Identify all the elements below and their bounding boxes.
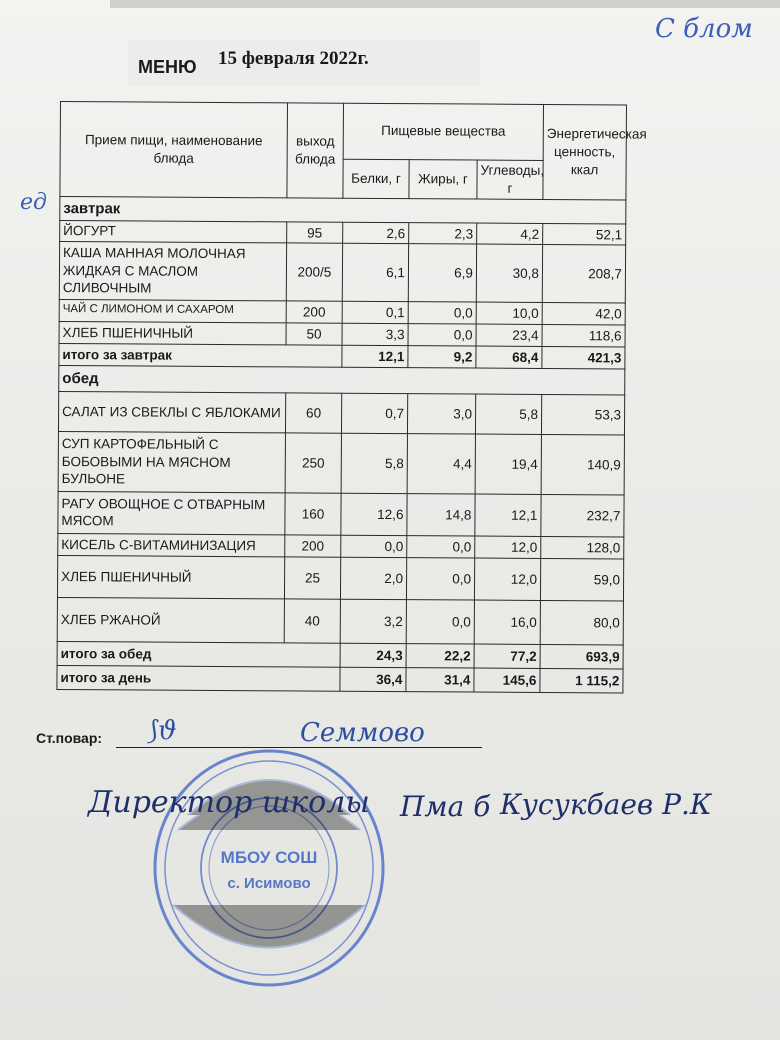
dish-fat: 2,3: [409, 223, 477, 244]
day-total-fat: 31,4: [406, 667, 474, 691]
day-total-protein: 36,4: [340, 667, 406, 691]
dish-yield: 60: [285, 393, 341, 433]
dish-fat: 3,0: [407, 393, 475, 433]
cook-label: Ст.повар:: [36, 730, 103, 746]
table-row-total: [57, 641, 623, 668]
menu-table: [56, 101, 647, 693]
dish-fat: 14,8: [407, 493, 475, 535]
dish-protein: 2,0: [340, 557, 406, 599]
dish-protein: 0,7: [341, 393, 407, 433]
table-row: [58, 431, 624, 494]
dish-protein: 3,2: [340, 599, 406, 643]
dish-yield: 50: [286, 323, 342, 345]
dish-yield: 200/5: [286, 243, 342, 301]
dish-carbs: 12,1: [475, 494, 541, 536]
dish-energy: 80,0: [540, 600, 623, 645]
lunch-total-carbs: 77,2: [474, 644, 540, 668]
breakfast-total-energy: 421,3: [542, 346, 625, 369]
menu-title: МЕНЮ: [138, 57, 197, 77]
dish-yield: 200: [286, 301, 342, 323]
director-name: Кусукбаев Р.К: [500, 788, 712, 821]
header-carbs: Углеводы, г: [477, 160, 543, 200]
dish-name: КАША МАННАЯ МОЛОЧНАЯ ЖИДКАЯ С МАСЛОМ СЛИВОЧНЫМ: [59, 241, 286, 300]
dish-energy: 59,0: [540, 558, 623, 601]
day-total-carbs: 145,6: [474, 668, 540, 692]
dish-name: ХЛЕБ ПШЕНИЧНЫЙ: [57, 555, 284, 598]
dish-name: ХЛЕБ ПШЕНИЧНЫЙ: [59, 321, 286, 344]
dish-name: ЧАЙ С ЛИМОНОМ И САХАРОМ: [59, 299, 286, 322]
dish-carbs: 4,2: [477, 223, 543, 244]
breakfast-total-fat: 9,2: [408, 345, 476, 367]
dish-energy: 140,9: [541, 434, 624, 495]
breakfast-total-protein: 12,1: [342, 345, 408, 367]
header-nutrients: Пищевые вещества: [343, 103, 543, 160]
dish-fat: 0,0: [407, 535, 475, 557]
dish-carbs: 19,4: [475, 434, 541, 494]
dish-fat: 6,9: [408, 243, 476, 301]
table-row: [58, 491, 624, 536]
dish-fat: 4,4: [407, 433, 475, 493]
dish-name: ЙОГУРТ: [60, 221, 287, 243]
dish-protein: 5,8: [341, 433, 407, 493]
dish-protein: 6,1: [342, 243, 408, 301]
dish-energy: 53,3: [541, 394, 624, 435]
dish-energy: 128,0: [541, 536, 624, 559]
table-row: [59, 241, 625, 302]
dish-energy: 232,7: [541, 494, 624, 537]
school-stamp: [148, 745, 390, 991]
dish-carbs: 10,0: [476, 302, 542, 324]
section-lunch: обед: [59, 365, 625, 394]
dish-energy: 42,0: [542, 302, 625, 325]
dish-name: ХЛЕБ РЖАНОЙ: [57, 597, 284, 642]
dish-carbs: 5,8: [475, 394, 541, 434]
dish-yield: 250: [285, 433, 341, 493]
dish-protein: 3,3: [342, 323, 408, 345]
dish-carbs: 16,0: [474, 600, 540, 644]
table-row: [58, 391, 624, 434]
dish-energy: 118,6: [542, 324, 625, 347]
dish-yield: 200: [285, 535, 341, 557]
menu-date: 15 февраля 2022г.: [218, 48, 369, 69]
stamp-text-line1: МБОУ СОШ: [220, 848, 318, 867]
handwritten-note-top: С блом: [655, 14, 753, 44]
breakfast-total-label: итого за завтрак: [59, 343, 342, 367]
dish-carbs: 23,4: [476, 324, 542, 346]
dish-name: СУП КАРТОФЕЛЬНЫЙ С БОБОВЫМИ НА МЯСНОМ БУЛЬОНЕ: [58, 431, 285, 492]
dish-energy: 52,1: [543, 224, 626, 245]
header-fat: Жиры, г: [409, 160, 477, 200]
dish-carbs: 12,0: [475, 536, 541, 558]
table-row: [57, 555, 623, 600]
director-label: Директор школы: [88, 785, 370, 820]
dish-protein: 12,6: [341, 493, 407, 535]
table-row-total: [57, 665, 623, 692]
dish-yield: 160: [285, 493, 341, 535]
dish-protein: 0,0: [341, 535, 407, 557]
cook-signature: Семмово: [300, 718, 425, 748]
stamp-text-line2: с. Исимово: [227, 875, 311, 892]
lunch-total-protein: 24,3: [340, 643, 406, 667]
header-protein: Белки, г: [343, 159, 409, 199]
header-meal: Прием пищи, наименование блюда: [60, 102, 288, 199]
section-breakfast: завтрак: [60, 197, 626, 224]
dish-carbs: 12,0: [474, 558, 540, 600]
dish-name: КИСЕЛЬ С-ВИТАМИНИЗАЦИЯ: [58, 533, 285, 556]
handwritten-note-left: ед: [20, 190, 47, 215]
header-energy: Энергетическая ценность, ккал: [543, 104, 627, 200]
day-total-label: итого за день: [57, 665, 340, 691]
lunch-total-label: итого за обед: [57, 641, 340, 667]
lunch-total-fat: 22,2: [406, 643, 474, 667]
dish-fat: 0,0: [408, 323, 476, 345]
cook-initial-signature: ⟆ϑ: [148, 716, 177, 746]
lunch-total-energy: 693,9: [540, 644, 623, 669]
dish-energy: 208,7: [542, 244, 625, 303]
dish-yield: 25: [284, 557, 340, 599]
dish-name: САЛАТ ИЗ СВЕКЛЫ С ЯБЛОКАМИ: [58, 391, 285, 432]
day-total-energy: 1 115,2: [540, 668, 623, 693]
dish-fat: 0,0: [406, 557, 474, 599]
dish-fat: 0,0: [408, 301, 476, 323]
dish-protein: 0,1: [342, 301, 408, 323]
dish-yield: 95: [287, 222, 343, 243]
table-row: [57, 597, 623, 644]
dish-fat: 0,0: [406, 599, 474, 643]
dish-yield: 40: [284, 599, 340, 643]
header-yield: выход блюда: [287, 103, 344, 199]
dish-carbs: 30,8: [476, 244, 542, 302]
dish-protein: 2,6: [343, 223, 409, 244]
director-signature: Пма б: [400, 790, 491, 823]
dish-name: РАГУ ОВОЩНОЕ С ОТВАРНЫМ МЯСОМ: [58, 491, 285, 534]
photo-background-edge: [110, 0, 780, 8]
breakfast-total-carbs: 68,4: [476, 346, 542, 368]
